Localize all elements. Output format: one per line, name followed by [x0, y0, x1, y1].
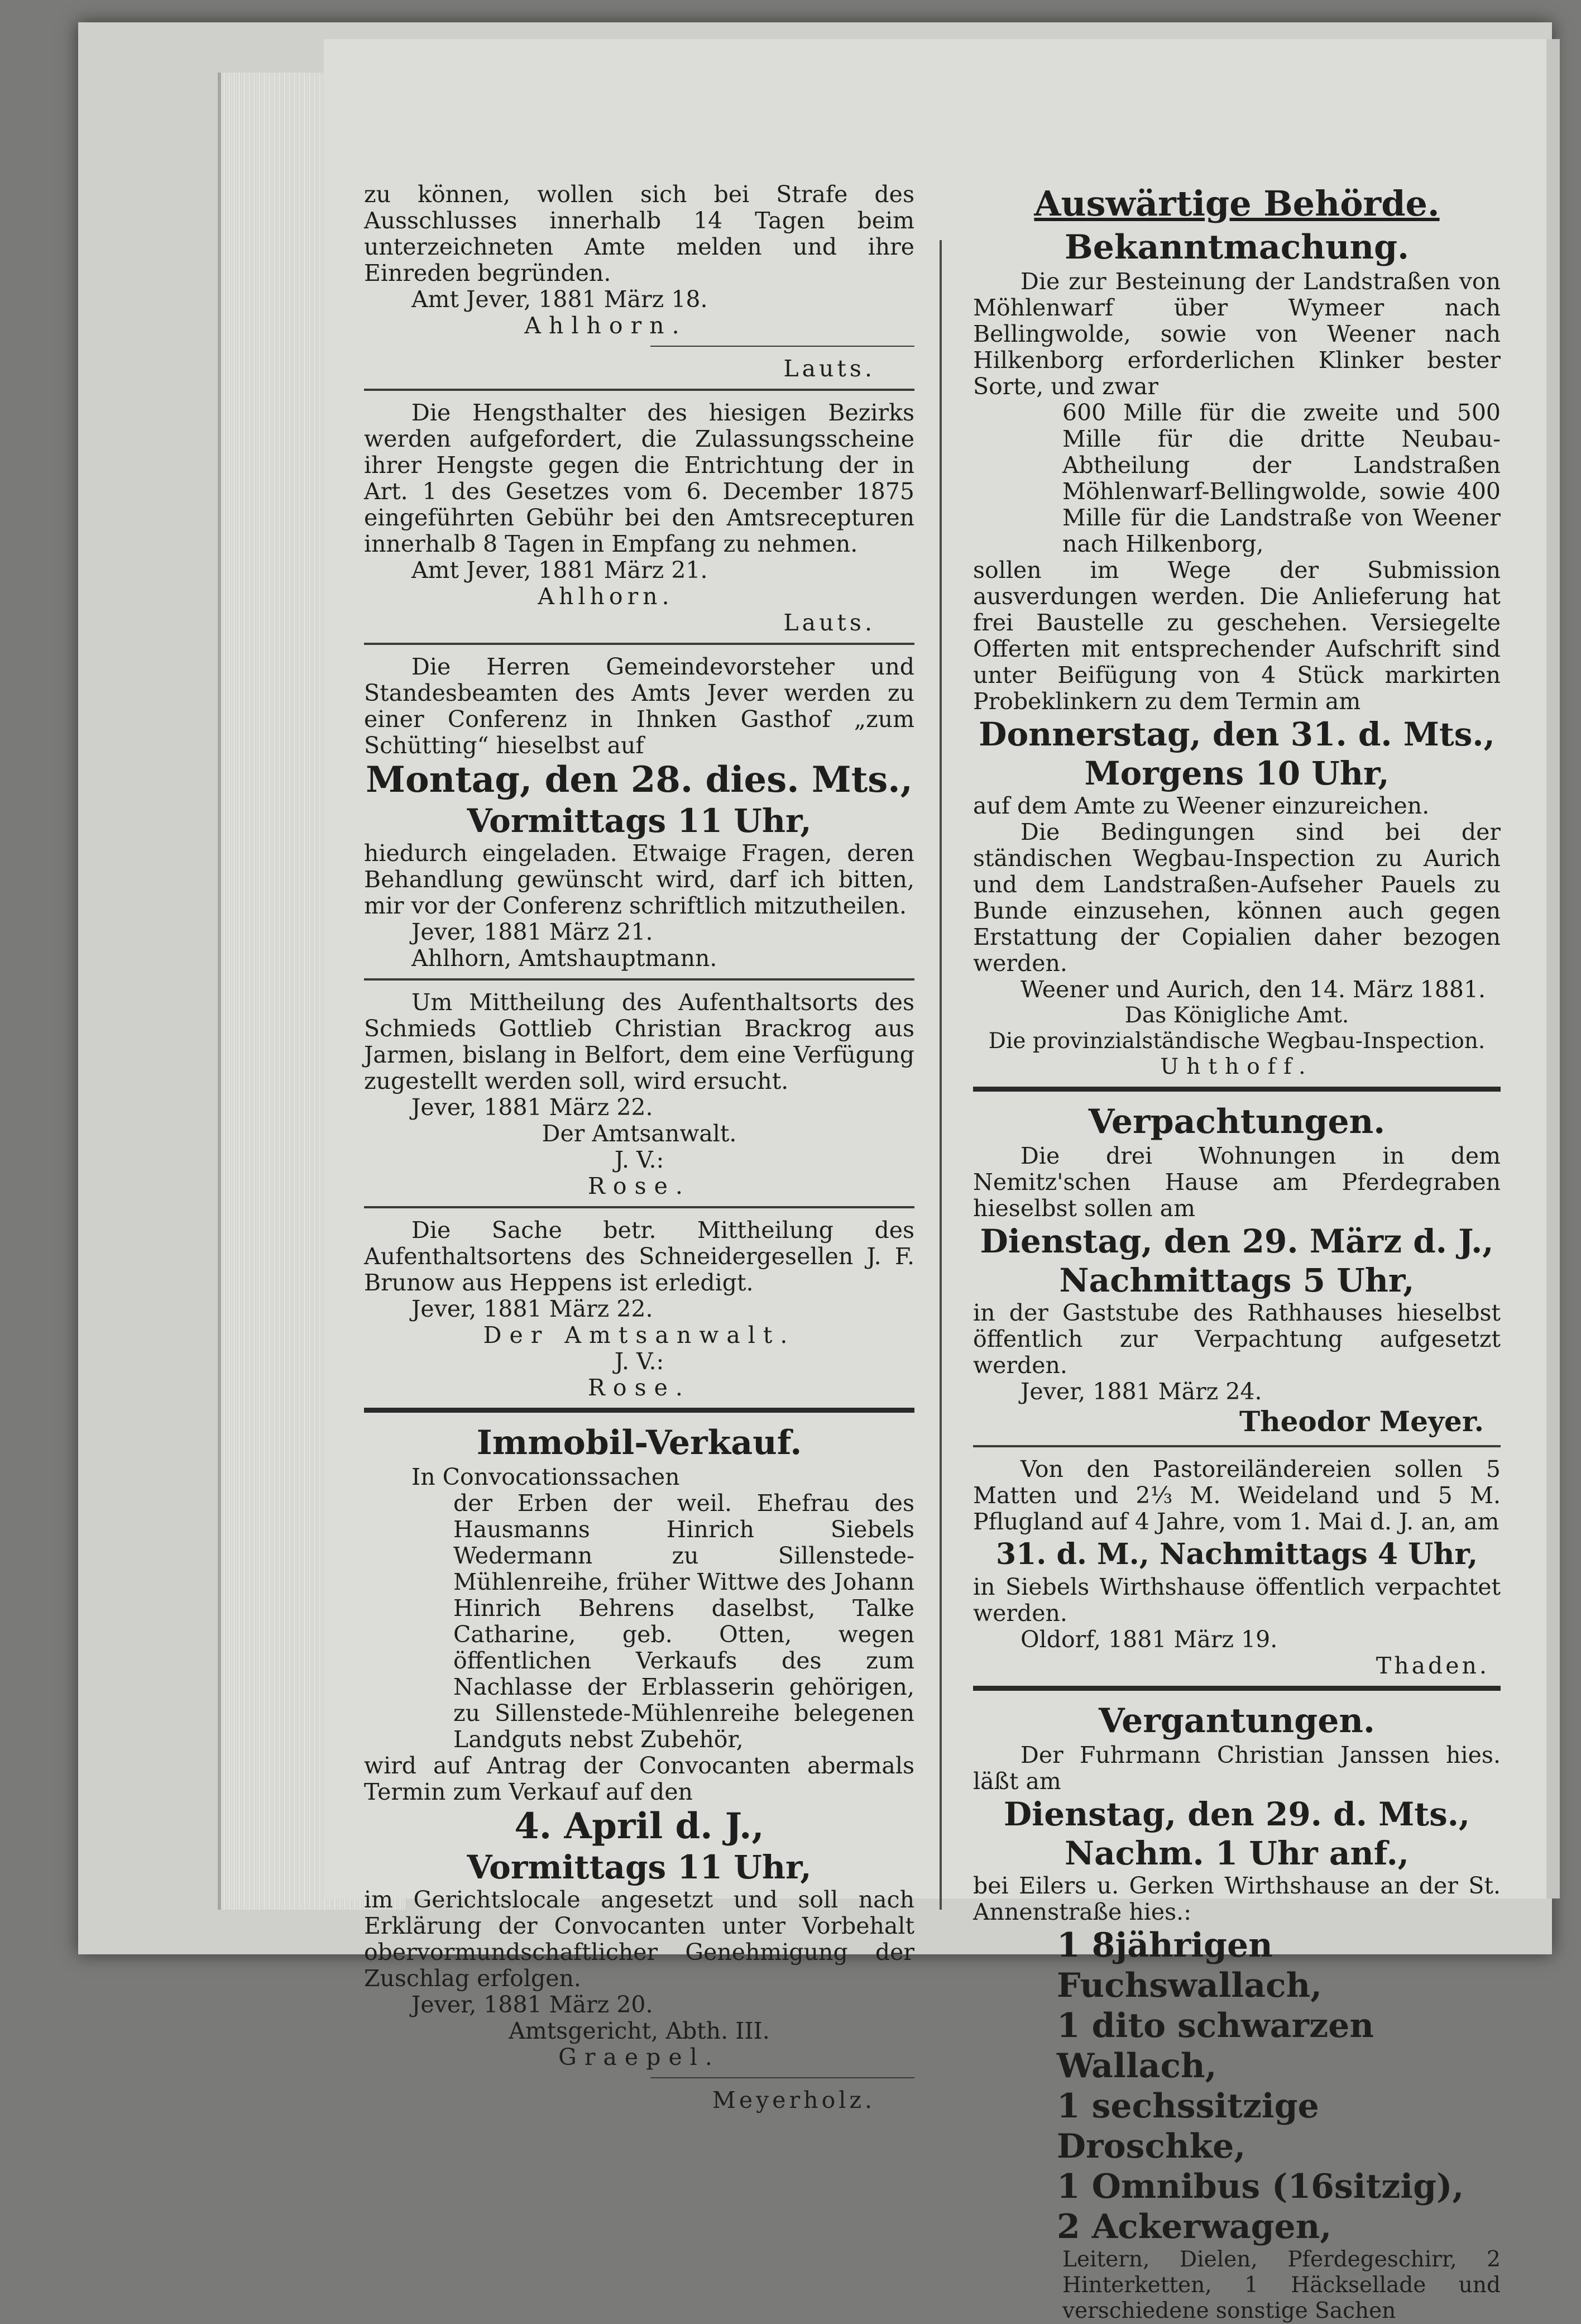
- list-item: 1 Omnibus (16sitzig),: [1057, 2167, 1464, 2206]
- notice-text: der Erben der weil. Ehefrau des Hausmanns Hinrich Siebels Wedermann zu Sillenstede-Mühlenreihe, früher Wittwe des Johann Hinrich Behrens daselbst, Talke Catharine, geb. Otten, wegen öffentlichen Verkaufs des zum Nachlasse der Erblasserin gehörigen, zu Sillenstede-Mühlenreihe belegenen Landguts nebst Zubehör,: [453, 1490, 915, 1753]
- notice-verpachtungen: [973, 1101, 1501, 1438]
- event-date: Donnerstag, den 31. d. Mts.,: [979, 715, 1495, 753]
- event-time: Vormittags 11 Uhr,: [467, 802, 812, 840]
- left-column: [364, 181, 914, 2113]
- notice-signature: Rose.: [588, 1173, 691, 1199]
- notice-heading: Bekanntmachung.: [1065, 228, 1409, 267]
- signature-line: [650, 346, 914, 347]
- notice-heading: Verpachtungen.: [1088, 1102, 1386, 1141]
- notice-text: In Convocationssachen: [411, 1464, 680, 1490]
- divider: [973, 1087, 1501, 1092]
- notice-date: Oldorf, 1881 März 19.: [1021, 1626, 1278, 1653]
- divider: [973, 1445, 1501, 1447]
- notice-signature: Meyerholz.: [712, 2087, 875, 2113]
- notice-text: Die Bedingungen sind bei der ständischen Wegbau-Inspection zu Aurich und dem Landstraßen-Aufseher Pauels zu Bunde einzusehen, können auch gegen Erstattung der Copialien daher bezogen werden.: [973, 819, 1501, 977]
- notice-pastoreilaendereien: [973, 1456, 1501, 1679]
- column-divider: [940, 240, 942, 1910]
- notice-vergantungen: [973, 1700, 1501, 2324]
- notice-text: Von den Pastoreiländereien sollen 5 Matten und 2⅓ M. Weideland und 5 M. Pflugland auf 4 Jahre, vom 1. Mai d. J. an, am: [973, 1456, 1501, 1535]
- notice-text: auf dem Amte zu Weener einzureichen.: [973, 792, 1430, 819]
- notice-signature: Lauts.: [783, 609, 875, 636]
- notice-signature: Uhthoff.: [1160, 1054, 1314, 1079]
- divider: [364, 643, 914, 645]
- notice-date: Jever, 1881 März 24.: [1021, 1378, 1262, 1405]
- notice-signature: J. V.:: [614, 1348, 664, 1375]
- notice-signature: Das Königliche Amt.: [1124, 1003, 1349, 1028]
- divider: [364, 978, 914, 981]
- event-date: Dienstag, den 29. d. Mts.,: [1003, 1795, 1470, 1833]
- notice-text: sollen im Wege der Submission ausverdungen werden. Die Anlieferung hat frei Baustelle zu geschehen. Versiegelte Offerten mit entsprechender Aufschrift sind unter Beifügung von 4 Stück markirten Probeklinkern zu dem Termin am: [973, 557, 1501, 715]
- notice-signature: Amtsgericht, Abth. III.: [509, 2017, 770, 2044]
- divider: [364, 1206, 914, 1208]
- notice-text: Leitern, Dielen, Pferdegeschirr, 2 Hinterketten, 1 Häcksellade und verschiedene sonstige Sachen: [1062, 2247, 1501, 2323]
- notice-text: Die drei Wohnungen in dem Nemitz'schen Hause am Pferdegraben hieselbst sollen am: [973, 1142, 1501, 1222]
- list-item: 2 Ackerwagen,: [1057, 2207, 1332, 2246]
- section-title: Auswärtige Behörde.: [1034, 183, 1440, 224]
- event-time: Nachmittags 5 Uhr,: [1059, 1261, 1415, 1299]
- notice-immobil-verkauf: [364, 1422, 914, 2113]
- divider: [364, 1408, 914, 1413]
- notice-signature: Ahlhorn, Amtshauptmann.: [411, 945, 717, 972]
- notice-text: wird auf Antrag der Convocanten abermals Termin zum Verkauf auf den: [364, 1752, 914, 1805]
- notice-conferenz: [364, 654, 914, 972]
- notice-text: im Gerichtslocale angesetzt und soll nach Erklärung der Convocanten unter Vorbehalt obervormundschaftlicher Genehmigung der Zuschlag erfolgen.: [364, 1886, 914, 1992]
- notice-heading: Vergantungen.: [1099, 1701, 1375, 1740]
- notice-bekanntmachung: [973, 226, 1501, 1080]
- notice-date: Amt Jever, 1881 März 18.: [411, 286, 708, 313]
- event-date: Montag, den 28. dies. Mts.,: [366, 759, 913, 801]
- event-date: 4. April d. J.,: [514, 1805, 764, 1847]
- right-column: [973, 181, 1501, 2324]
- notice-text: 600 Mille für die zweite und 500 Mille für die dritte Neubau-Abtheilung der Landstraßen Möhlenwarf-Bellingwolde, sowie 400 Mille für die Landstraße von Weener nach Hilkenborg,: [1062, 399, 1501, 557]
- event-time: Vormittags 11 Uhr,: [467, 1848, 812, 1886]
- notice-signature: Rose.: [588, 1374, 691, 1401]
- notice-signature: Ahlhorn.: [538, 583, 674, 610]
- notice-text: bei Eilers u. Gerken Wirthshause an der St. Annenstraße hies.:: [973, 1872, 1501, 1925]
- notice-text: Um Mittheilung des Aufenthaltsorts des Schmieds Gottlieb Christian Brackrog aus Jarmen, bislang in Belfort, dem eine Verfügung zugestellt werden soll, wird ersucht.: [364, 989, 914, 1094]
- notice-signature: Der Amtsanwalt.: [542, 1120, 737, 1147]
- notice-signature: J. V.:: [614, 1146, 664, 1173]
- event-date: 31. d. M., Nachmittags 4 Uhr,: [995, 1537, 1478, 1571]
- signature-line: [650, 2077, 914, 2078]
- notice-text: in der Gaststube des Rathhauses hieselbst öffentlich zur Verpachtung aufgesetzt werden.: [973, 1299, 1501, 1379]
- divider: [973, 1686, 1501, 1691]
- notice-hengsthalter: [364, 400, 914, 636]
- notice-text: Die zur Besteinung der Landstraßen von Möhlenwarf über Wymeer nach Bellingwolde, sowie von Weener nach Hilkenborg erforderlichen Klinker bester Sorte, und zwar: [973, 268, 1501, 400]
- event-time: Morgens 10 Uhr,: [1084, 754, 1390, 792]
- notice-text: Die Herren Gemeindevorsteher und Standesbeamten des Amts Jever werden zu einer Conferenz in Ihnken Gasthof „zum Schütting“ hieselbst auf: [364, 653, 914, 759]
- notice-brackrog: [364, 989, 914, 1199]
- divider: [364, 389, 914, 391]
- notice-einreden: [364, 181, 914, 382]
- notice-text: Die Sache betr. Mittheilung des Aufenthaltsortens des Schneidergesellen J. F. Brunow aus Heppens ist erledigt.: [364, 1217, 914, 1296]
- notice-signature: Thaden.: [1376, 1652, 1489, 1679]
- notice-text: Die Hengsthalter des hiesigen Bezirks werden aufgefordert, die Zulassungsscheine ihrer Hengste gegen die Entrichtung der in Art. 1 des Gesetzes vom 6. December 1875 eingeführten Gebühr bei den Amtsrecepturen innerhalb 8 Tagen in Empfang zu nehmen.: [364, 399, 914, 557]
- notice-heading: Immobil-Verkauf.: [476, 1423, 802, 1462]
- notice-signature: Graepel.: [558, 2044, 720, 2070]
- notice-text: zu können, wollen sich bei Strafe des Ausschlusses innerhalb 14 Tagen beim unterzeichneten Amte melden und ihre Einreden begründen.: [364, 181, 914, 286]
- notice-text: in Siebels Wirthshause öffentlich verpachtet werden.: [973, 1574, 1501, 1627]
- notice-date: Jever, 1881 März 21.: [411, 919, 653, 945]
- list-item: 1 sechssitzige Droschke,: [1057, 2087, 1319, 2166]
- event-date: Dienstag, den 29. März d. J.,: [980, 1222, 1494, 1260]
- notice-date: Weener und Aurich, den 14. März 1881.: [1021, 976, 1486, 1003]
- notice-signature: Theodor Meyer.: [1239, 1405, 1484, 1438]
- notice-date: Jever, 1881 März 22.: [411, 1295, 653, 1322]
- notice-signature: Die provinzialständische Wegbau-Inspection.: [988, 1029, 1486, 1054]
- notice-signature: Ahlhorn.: [524, 312, 687, 339]
- event-time: Nachm. 1 Uhr anf.,: [1065, 1834, 1409, 1872]
- list-item: 1 8jährigen Fuchswallach,: [1057, 1926, 1323, 2005]
- list-item: 1 dito schwarzen Wallach,: [1057, 2006, 1374, 2086]
- newspaper-page: [324, 39, 1560, 2323]
- notice-signature: Lauts.: [783, 355, 875, 382]
- notice-signature: Der Amtsanwalt.: [483, 1322, 796, 1349]
- notice-brunow: [364, 1217, 914, 1401]
- notice-date: Amt Jever, 1881 März 21.: [411, 557, 708, 584]
- notice-date: Jever, 1881 März 22.: [411, 1094, 653, 1121]
- notice-text: Der Fuhrmann Christian Janssen hies. läßt am: [973, 1742, 1501, 1795]
- notice-text: hiedurch eingeladen. Etwaige Fragen, deren Behandlung gewünscht wird, darf ich bitten, mir vor der Conferenz schriftlich mitzutheilen.: [364, 840, 914, 919]
- notice-date: Jever, 1881 März 20.: [411, 1991, 653, 2018]
